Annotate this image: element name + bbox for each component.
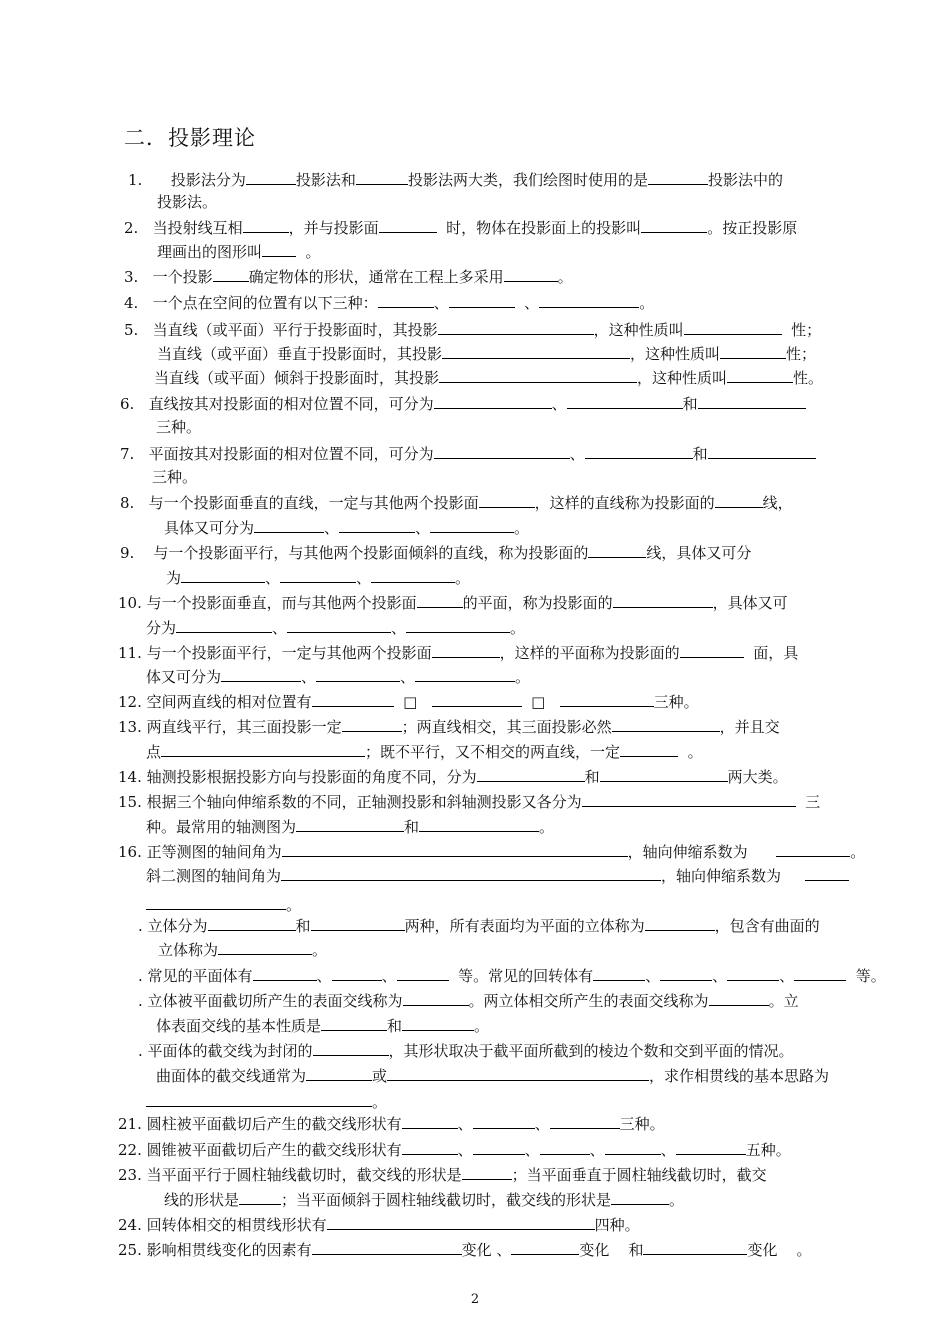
question-text: ，求作相贯线的基本思路为 [649, 1067, 830, 1085]
question-text: 和 [584, 768, 600, 786]
question-text: 、 [356, 569, 372, 587]
question-text: 。 [850, 843, 866, 861]
question-text: 、 [415, 519, 431, 537]
question-line [156, 1014, 489, 1036]
answer-blank[interactable] [243, 216, 289, 233]
question-line [118, 641, 798, 663]
question-text: ，这种性质叫 [637, 369, 728, 387]
question-text: 线， [762, 494, 793, 512]
question-text: ，并且交 [719, 718, 780, 736]
answer-blank[interactable] [339, 516, 415, 533]
answer-blank[interactable] [239, 1188, 281, 1205]
question-text: 曲面体的截交线通常为 [156, 1067, 307, 1085]
question-text: 、 [272, 619, 288, 637]
answer-blank[interactable] [434, 392, 552, 409]
question-text: 21. 圆柱被平面截切后产生的截交线形状有 [118, 1115, 402, 1133]
question-text: 15. 根据三个轴向伸缩系数的不同，正轴测投影和斜轴测投影又各分为 [118, 793, 582, 811]
answer-blank[interactable] [403, 989, 469, 1006]
question-line [146, 864, 849, 886]
question-text: 变化 和 [579, 1241, 644, 1259]
question-text: 当直线（或平面）倾斜于投影面时，其投影 [154, 369, 440, 387]
answer-blank[interactable] [477, 765, 585, 782]
answer-blank[interactable] [567, 392, 683, 409]
question-text: 。 [639, 294, 655, 312]
question-line [146, 893, 301, 915]
answer-blank[interactable] [511, 1238, 579, 1255]
question-line [146, 815, 554, 837]
answer-blank[interactable] [680, 641, 744, 658]
answer-blank[interactable] [676, 1138, 746, 1155]
question-text: 10. 与一个投影面垂直，而与其他两个投影面 [118, 594, 417, 612]
answer-blank[interactable] [434, 442, 570, 459]
question-text: 变化 。 [747, 1241, 812, 1259]
question-text: 。按正投影原 [707, 219, 798, 237]
page-number: 2 [470, 1292, 480, 1307]
question-line [138, 964, 886, 986]
answer-blank[interactable] [432, 690, 522, 707]
question-line [118, 840, 865, 862]
answer-blank[interactable] [641, 216, 707, 233]
answer-blank[interactable] [246, 168, 296, 185]
question-line [118, 765, 788, 787]
question-text: 。 [510, 619, 526, 637]
question-text: 。 [372, 1093, 388, 1111]
question-line [120, 392, 806, 414]
question-line [138, 989, 799, 1011]
answer-blank[interactable] [321, 1014, 387, 1031]
question-text: 13. 两直线平行，其三面投影一定 [118, 718, 342, 736]
question-text: 体又可分为 [146, 668, 222, 686]
question-text: 、 [457, 1115, 473, 1133]
answer-blank[interactable] [253, 964, 317, 981]
answer-blank[interactable] [415, 665, 515, 682]
question-text: 24. 回转体相交的相贯线形状有 [118, 1216, 327, 1234]
answer-blank[interactable] [371, 566, 455, 583]
question-text: 的平面，称为投影面的 [462, 594, 613, 612]
answer-blank[interactable] [715, 491, 763, 508]
question-line [118, 790, 820, 812]
question-line [118, 591, 788, 613]
answer-blank[interactable] [611, 1188, 669, 1205]
answer-blank[interactable] [311, 914, 405, 931]
answer-blank[interactable] [176, 616, 272, 633]
question-text: 、 [391, 619, 407, 637]
question-text: 线的形状是 [164, 1191, 240, 1209]
question-text: 体表面交线的基本性质是 [156, 1017, 322, 1035]
question-text: 种。最常用的轴测图为 [146, 818, 297, 836]
question-line [154, 366, 823, 388]
answer-blank[interactable] [281, 864, 661, 881]
question-text: 等。 [846, 967, 886, 985]
question-line [156, 1064, 829, 1086]
question-text: 。两立体相交所产生的表面交线称为 [468, 992, 709, 1010]
question-text: 、 [569, 445, 585, 463]
question-line [138, 1039, 794, 1061]
question-text: 。 [515, 668, 531, 686]
question-line [124, 318, 821, 340]
question-text: 。 [312, 941, 328, 959]
question-text: 7. 平面按其对投影面的相对位置不同，可分为 [120, 445, 434, 463]
question-text: 5. 当直线（或平面）平行于投影面时，其投影 [124, 321, 438, 339]
question-text: 分为 [146, 619, 177, 637]
question-line [118, 1112, 665, 1134]
answer-blank[interactable] [613, 591, 713, 608]
question-text: 、 [316, 967, 332, 985]
question-text: 、 [301, 668, 317, 686]
question-text: . 立体分为 [138, 917, 208, 935]
answer-blank[interactable] [585, 442, 693, 459]
answer-blank[interactable] [402, 1112, 458, 1129]
question-line [164, 1188, 684, 1210]
answer-blank[interactable] [479, 491, 535, 508]
answer-blank[interactable] [254, 516, 324, 533]
question-text: 、 [645, 967, 661, 985]
question-line [166, 566, 470, 588]
question-text: 14. 轴测投影根据投影方向与投影面的角度不同，分为 [118, 768, 477, 786]
answer-blank[interactable] [313, 1039, 389, 1056]
question-text: 投影法。 [157, 193, 218, 211]
question-text: 投影法中的 [707, 171, 783, 189]
question-text: 3. 一个投影 [124, 268, 213, 286]
answer-blank[interactable] [620, 740, 678, 757]
question-text: 性； [786, 345, 817, 363]
answer-blank[interactable] [473, 1138, 525, 1155]
answer-blank[interactable] [213, 265, 249, 282]
question-text: 两大类。 [727, 768, 788, 786]
page-title: 二．投影理论 [124, 126, 256, 150]
question-line [164, 516, 529, 538]
question-text: 。 [455, 569, 471, 587]
question-text: 、 [589, 1141, 605, 1159]
answer-blank[interactable] [356, 168, 408, 185]
answer-blank[interactable] [709, 989, 769, 1006]
answer-blank[interactable] [727, 366, 793, 383]
question-text: ，轴向伸缩系数为 [661, 867, 805, 885]
question-text: 、 [433, 294, 449, 312]
question-text: 和 [682, 395, 698, 413]
answer-blank[interactable] [588, 541, 646, 558]
answer-blank[interactable] [439, 366, 637, 383]
question-line [118, 1238, 812, 1260]
question-text: 变化 、 [461, 1241, 512, 1259]
answer-blank[interactable] [645, 914, 715, 931]
question-text: 。 [539, 818, 555, 836]
answer-blank[interactable] [698, 392, 806, 409]
answer-blank[interactable] [316, 665, 400, 682]
question-text: 、 [265, 569, 281, 587]
question-text: 或 [372, 1067, 388, 1085]
answer-blank[interactable] [449, 291, 515, 308]
question-text: 、 [324, 519, 340, 537]
question-text: 2. 当投射线互相 [124, 219, 243, 237]
question-line [124, 216, 797, 238]
question-line [124, 265, 573, 287]
answer-blank[interactable] [794, 964, 846, 981]
answer-blank[interactable] [146, 1090, 372, 1107]
answer-blank[interactable] [540, 1138, 590, 1155]
question-text: ，这种性质叫 [593, 321, 684, 339]
question-text: 时，物体在投影面上的投影叫 [436, 219, 642, 237]
question-text: ，并与投影面 [288, 219, 379, 237]
question-text: 四种。 [594, 1216, 640, 1234]
question-text: 、 [779, 967, 795, 985]
answer-blank[interactable] [287, 616, 391, 633]
answer-blank[interactable] [430, 516, 514, 533]
answer-blank[interactable] [402, 1014, 474, 1031]
answer-blank[interactable] [473, 1112, 535, 1129]
answer-blank[interactable] [432, 641, 500, 658]
question-line [120, 541, 751, 563]
question-text: 点 [146, 743, 162, 761]
question-text: ；当平面垂直于圆柱轴线截切时，截交 [511, 1166, 767, 1184]
question-text: 三种。 [653, 693, 699, 711]
question-text: 五种。 [745, 1141, 791, 1159]
question-text: 和 [404, 818, 420, 836]
answer-blank[interactable] [306, 1064, 372, 1081]
question-text: 和 [387, 1017, 403, 1035]
question-line [146, 1090, 387, 1112]
answer-blank[interactable] [378, 291, 434, 308]
question-text: 。 [557, 268, 573, 286]
question-text: 、 [660, 1141, 676, 1159]
question-text: 三 [795, 793, 821, 811]
answer-blank[interactable] [539, 291, 639, 308]
question-text: 。 [514, 519, 530, 537]
question-line [156, 416, 201, 438]
question-line [120, 491, 793, 513]
question-text: ，这样的直线称为投影面的 [534, 494, 715, 512]
answer-blank[interactable] [296, 815, 404, 832]
question-text: 确定物体的形状，通常在工程上多采用 [248, 268, 504, 286]
answer-blank[interactable] [593, 964, 645, 981]
question-text: 两种，所有表面均为平面的立体称为 [404, 917, 645, 935]
question-line [146, 665, 530, 687]
answer-blank[interactable] [727, 964, 779, 981]
question-text: 。 [286, 896, 302, 914]
question-text: 投影法两大类，我们绘图时使用的是 [407, 171, 648, 189]
answer-blank[interactable] [312, 690, 394, 707]
question-text: 、 [457, 1141, 473, 1159]
answer-blank[interactable] [262, 240, 296, 257]
question-text: 、 [400, 668, 416, 686]
question-text: 当直线（或平面）垂直于投影面时，其投影 [157, 345, 443, 363]
question-line [138, 914, 820, 936]
question-text: ，其形状取决于截平面所截到的棱边个数和交到平面的情况。 [388, 1042, 794, 1060]
question-text: 12. 空间两直线的相对位置有 [118, 693, 312, 711]
answer-blank[interactable] [708, 442, 816, 459]
question-text: 22. 圆锥被平面截切后产生的截交线形状有 [118, 1141, 402, 1159]
answer-blank[interactable] [419, 815, 539, 832]
answer-blank[interactable] [402, 1138, 458, 1155]
answer-blank[interactable] [684, 318, 782, 335]
answer-blank[interactable] [605, 1138, 661, 1155]
question-text: . 常见的平面体有 [138, 967, 253, 985]
question-text: ，轴向伸缩系数为 [627, 843, 777, 861]
question-text: . 立体被平面截切所产生的表面交线称为 [138, 992, 403, 1010]
question-text: 等。常见的回转体有 [448, 967, 594, 985]
question-text: 4. 一个点在空间的位置有以下三种： [124, 294, 378, 312]
answer-blank[interactable] [720, 342, 786, 359]
question-line [118, 1213, 640, 1235]
answer-blank[interactable] [282, 840, 628, 857]
question-text: 6. 直线按其对投影面的相对位置不同，可分为 [120, 395, 434, 413]
answer-blank[interactable] [805, 864, 849, 881]
question-text: 8. 与一个投影面垂直的直线，一定与其他两个投影面 [120, 494, 479, 512]
question-line [157, 240, 321, 262]
question-text: 和 [295, 917, 311, 935]
question-text: 、 [524, 1141, 540, 1159]
question-line [118, 690, 699, 712]
question-text: 斜二测图的轴间角为 [146, 867, 282, 885]
question-line [157, 191, 217, 213]
question-line [124, 291, 654, 313]
answer-blank[interactable] [462, 1163, 512, 1180]
question-text: 1. 投影法分为 [128, 171, 246, 189]
question-text: ；既不平行，又不相交的两直线，一定 [365, 743, 621, 761]
question-line [146, 740, 703, 762]
answer-blank[interactable] [560, 690, 654, 707]
question-text: 。 [669, 1191, 685, 1209]
question-text: 三种。 [156, 418, 202, 436]
question-text: □ [521, 693, 560, 711]
question-text: 25. 影响相贯线变化的因素有 [118, 1241, 312, 1259]
question-text: 9. 与一个投影面平行，与其他两个投影面倾斜的直线，称为投影面的 [120, 544, 589, 562]
answer-blank[interactable] [280, 566, 356, 583]
answer-blank[interactable] [600, 765, 728, 782]
answer-blank[interactable] [332, 964, 382, 981]
question-line [152, 466, 197, 488]
answer-blank[interactable] [648, 168, 708, 185]
question-text: ；两直线相交，其三面投影必然 [401, 718, 612, 736]
answer-blank[interactable] [643, 1238, 747, 1255]
question-text: 投影法和 [295, 171, 356, 189]
question-line [128, 168, 783, 190]
question-text: 11. 与一个投影面平行，一定与其他两个投影面 [118, 644, 432, 662]
question-text: 立体称为 [158, 941, 219, 959]
question-text: 理画出的图形叫 [157, 243, 263, 261]
question-text: ，包含有曲面的 [714, 917, 820, 935]
question-text: 、 [712, 967, 728, 985]
question-text: ，这样的平面称为投影面的 [499, 644, 680, 662]
question-text: 、 [551, 395, 567, 413]
question-line [157, 342, 816, 364]
question-text: 。 [296, 243, 321, 261]
question-line [120, 442, 816, 464]
question-text: ；当平面倾斜于圆柱轴线截切时，截交线的形状是 [281, 1191, 612, 1209]
answer-blank[interactable] [776, 840, 850, 857]
answer-blank[interactable] [218, 938, 312, 955]
answer-blank[interactable] [612, 715, 720, 732]
answer-blank[interactable] [208, 914, 296, 931]
answer-blank[interactable] [582, 790, 796, 807]
question-text: 、 [381, 967, 397, 985]
answer-blank[interactable] [417, 591, 463, 608]
question-text: 。立 [768, 992, 799, 1010]
question-text: 性； [781, 321, 822, 339]
question-text: 和 [692, 445, 708, 463]
question-text: 具体又可分为 [164, 519, 255, 537]
question-text: 。 [678, 743, 703, 761]
question-text: 面，具 [743, 644, 799, 662]
answer-blank[interactable] [387, 1064, 649, 1081]
answer-blank[interactable] [342, 715, 402, 732]
question-line [118, 1138, 791, 1160]
question-text: 、 [514, 294, 540, 312]
question-text: ，这种性质叫 [630, 345, 721, 363]
question-line [118, 1163, 767, 1185]
answer-blank[interactable] [181, 566, 265, 583]
question-text: 为 [166, 569, 182, 587]
answer-blank[interactable] [504, 265, 558, 282]
question-text: 23. 当平面平行于圆柱轴线截切时，截交线的形状是 [118, 1166, 462, 1184]
answer-blank[interactable] [312, 1238, 462, 1255]
answer-blank[interactable] [438, 318, 594, 335]
answer-blank[interactable] [406, 616, 510, 633]
answer-blank[interactable] [550, 1112, 620, 1129]
question-text: 。 [474, 1017, 490, 1035]
question-line [158, 938, 327, 960]
question-text: □ [393, 693, 432, 711]
answer-blank[interactable] [146, 893, 286, 910]
answer-blank[interactable] [327, 1213, 595, 1230]
question-text: 、 [534, 1115, 550, 1133]
question-text: 16. 正等测图的轴间角为 [118, 843, 282, 861]
question-text: 线，具体又可分 [646, 544, 752, 562]
answer-blank[interactable] [221, 665, 301, 682]
question-text: 性。 [793, 369, 824, 387]
answer-blank[interactable] [442, 342, 630, 359]
question-text: 三种。 [619, 1115, 665, 1133]
answer-blank[interactable] [161, 740, 365, 757]
question-line [118, 715, 780, 737]
question-text: . 平面体的截交线为封闭的 [138, 1042, 313, 1060]
answer-blank[interactable] [379, 216, 437, 233]
question-text: 三种。 [152, 468, 198, 486]
question-text: ，具体又可 [712, 594, 788, 612]
answer-blank[interactable] [660, 964, 712, 981]
question-line [146, 616, 525, 638]
answer-blank[interactable] [397, 964, 449, 981]
